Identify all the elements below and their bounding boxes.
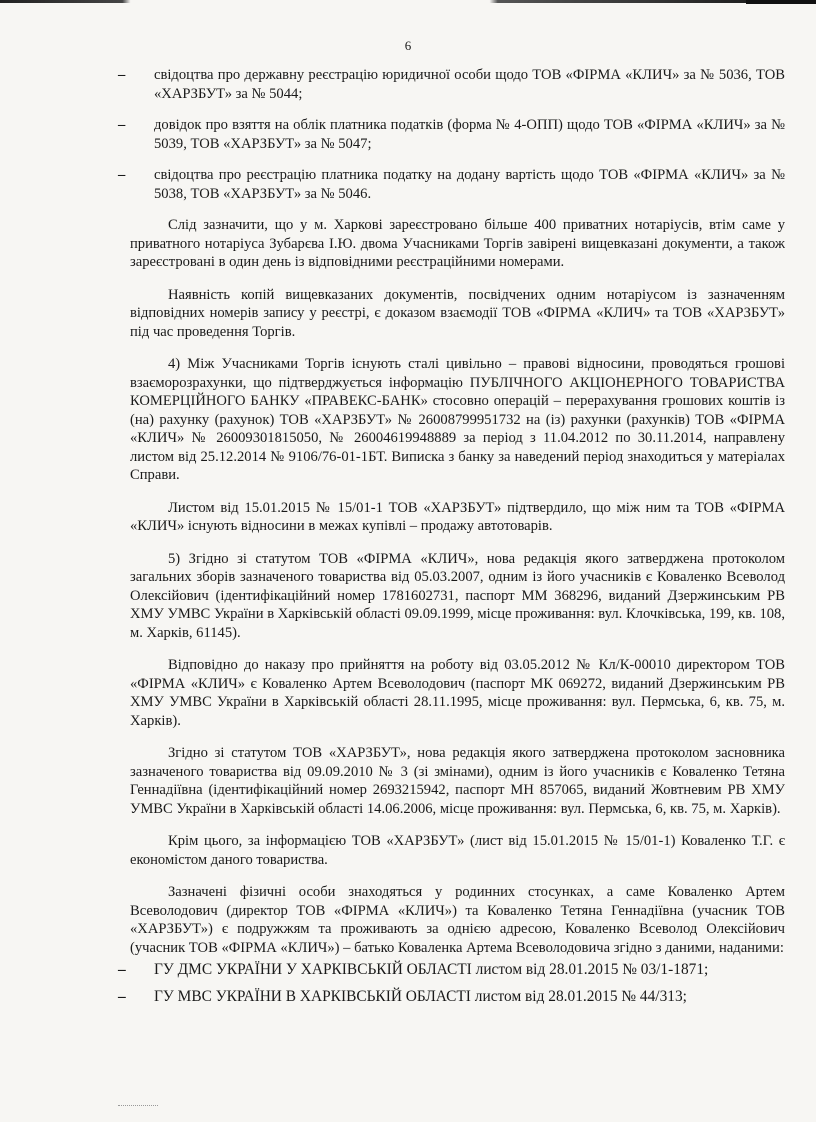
list-item-text: ГУ ДМС УКРАЇНИ У ХАРКІВСЬКІЙ ОБЛАСТІ листом від 28.01.2015 № 03/1-1871; — [154, 961, 709, 978]
list-item-text: довідок про взяття на облік платника податків (форма № 4-ОПП) щодо ТОВ «ФІРМА «КЛИЧ» за № 5039, ТОВ «ХАРЗБУТ» за № 5047; — [154, 117, 785, 152]
dash-marker: – — [118, 961, 126, 978]
list-item-text: свідоцтва про реєстрацію платника податку на додану вартість щодо ТОВ «ФІРМА «КЛИЧ» за № 5038, ТОВ «ХАРЗБУТ» за № 5046. — [154, 167, 785, 202]
dash-marker: – — [118, 987, 126, 1005]
paragraph-economist: Крім цього, за інформацією ТОВ «ХАРЗБУТ» (лист від 15.01.2015 № 15/01-1) Коваленко Т.Г. є економістом даного товариства. — [130, 833, 785, 868]
list-item-text: ГУ МВС УКРАЇНИ В ХАРКІВСЬКІЙ ОБЛАСТІ листом від 28.01.2015 № 44/313; — [154, 987, 687, 1005]
page-number: 6 — [404, 38, 412, 53]
scan-corner-mark — [746, 0, 816, 12]
paragraph-letter-harzbut: Листом від 15.01.2015 № 15/01-1 ТОВ «ХАРЗБУТ» підтвердило, що між ним та ТОВ «ФІРМА «КЛИЧ» існують відносини в межах купівлі – продажу автотоварів. — [130, 499, 785, 534]
paragraph-notaries: Слід зазначити, що у м. Харкові зареєстровано більше 400 приватних нотаріусів, втім саме у приватного нотаріуса Зубарєва І.Ю. двома Учасниками Торгів завірені вищевказані документи, а також зареєстровані в один день із відповідними реєстраційними номерами. — [130, 217, 785, 270]
list-item-vat-certificate — [118, 166, 785, 203]
document-body — [118, 66, 785, 1014]
dash-marker: – — [118, 167, 126, 183]
list-item-text: свідоцтва про державну реєстрацію юридичної особи щодо ТОВ «ФІРМА «КЛИЧ» за № 5036, ТОВ «ХАРЗБУТ» за № 5044; — [154, 67, 785, 102]
paragraph-director-order: Відповідно до наказу про прийняття на роботу від 03.05.2012 № Кл/К-00010 директором ТОВ «ФІРМА «КЛИЧ» є Коваленко Артем Всеволодович (паспорт МК 069272, виданий Дзержинським РВ ХМУ УМВС України в Харківській області 28.11.1995, місце проживання: вул. Пермська, 6, кв. 75, м. Харків). — [130, 657, 785, 729]
list-item-tax-registration — [118, 116, 785, 153]
paragraph-copies-evidence: Наявність копій вищевказаних документів, посвідчених одним нотаріусом із зазначенням відповідних номерів запису у реєстрі, є доказом взаємодії ТОВ «ФІРМА «КЛИЧ» та ТОВ «ХАРЗБУТ» під час проведення Торгів. — [130, 286, 785, 340]
paragraph-charter-klych: 5) Згідно зі статутом ТОВ «ФІРМА «КЛИЧ», нова редакція якого затверджена протоколом загальних зборів зазначеного товариства від 05.03.2007, одним із його учасників є Коваленко Всеволод Олексійович (ідентифікаційний номер 1781602731, паспорт ММ 368296, виданий Дзержинським РВ ХМУ УМВС України в Харківській області 09.09.1999, місце проживання: вул. Клочківська, 199, кв. 108, м. Харків, 61145). — [130, 550, 785, 641]
paragraph-family-relations: Зазначені фізичні особи знаходяться у родинних стосунках, а саме Коваленко Артем Всеволодович (директор ТОВ «ФІРМА «КЛИЧ») та Коваленко Тетяна Геннадіївна (учасник ТОВ «ХАРЗБУТ») є подружжям та проживають за однією адресою, Коваленко Всеволод Олексійович (учасник ТОВ «ФІРМА «КЛИЧ») – батько Коваленка Артема Всеволодовича згідно з даними, наданими: — [130, 884, 785, 956]
scan-specks — [118, 1105, 158, 1108]
paragraph-charter-harzbut: Згідно зі статутом ТОВ «ХАРЗБУТ», нова редакція якого затверджена протоколом засновника зазначеного товариства від 09.09.2010 № 3 (зі змінами), одним із його учасників є Коваленко Тетяна Геннадіївна (ідентифікаційний номер 2693215942, паспорт МН 857065, виданий Жовтневим РВ ХМУ УМВС України в Харківській області 14.06.2006, місце проживання: вул. Пермська, 6, кв. 75, м. Харків). — [130, 745, 785, 817]
scan-edge-line — [0, 0, 816, 3]
list-item-certificate-registration — [118, 66, 785, 103]
dash-marker: – — [118, 117, 126, 133]
list-item-dms-letter — [118, 961, 785, 980]
dash-marker: – — [118, 67, 126, 83]
list-item-mvs-letter — [118, 987, 785, 1007]
paragraph-bank-transactions: 4) Між Учасниками Торгів існують сталі цивільно – правові відносини, проводяться грошові взаєморозрахунки, що підтверджується інформацію ПУБЛІЧНОГО АКЦІОНЕРНОГО ТОВАРИСТВА КОМЕРЦІЙНОГО БАНКУ «ПРАВЕКС-БАНК» стосовно операцій – перерахування грошових коштів із (на) рахунку (рахунок) ТОВ «ХАРЗБУТ» № 26008799951732 на (із) рахунки (рахунків) ТОВ «ФІРМА «КЛИЧ» № 26009301815050, № 26004619948889 за період з 11.04.2012 по 30.11.2014, направлену листом від 25.12.2014 № 9106/76-01-1БТ. Виписка з банку за наведений період знаходиться у матеріалах Справи. — [130, 356, 785, 483]
